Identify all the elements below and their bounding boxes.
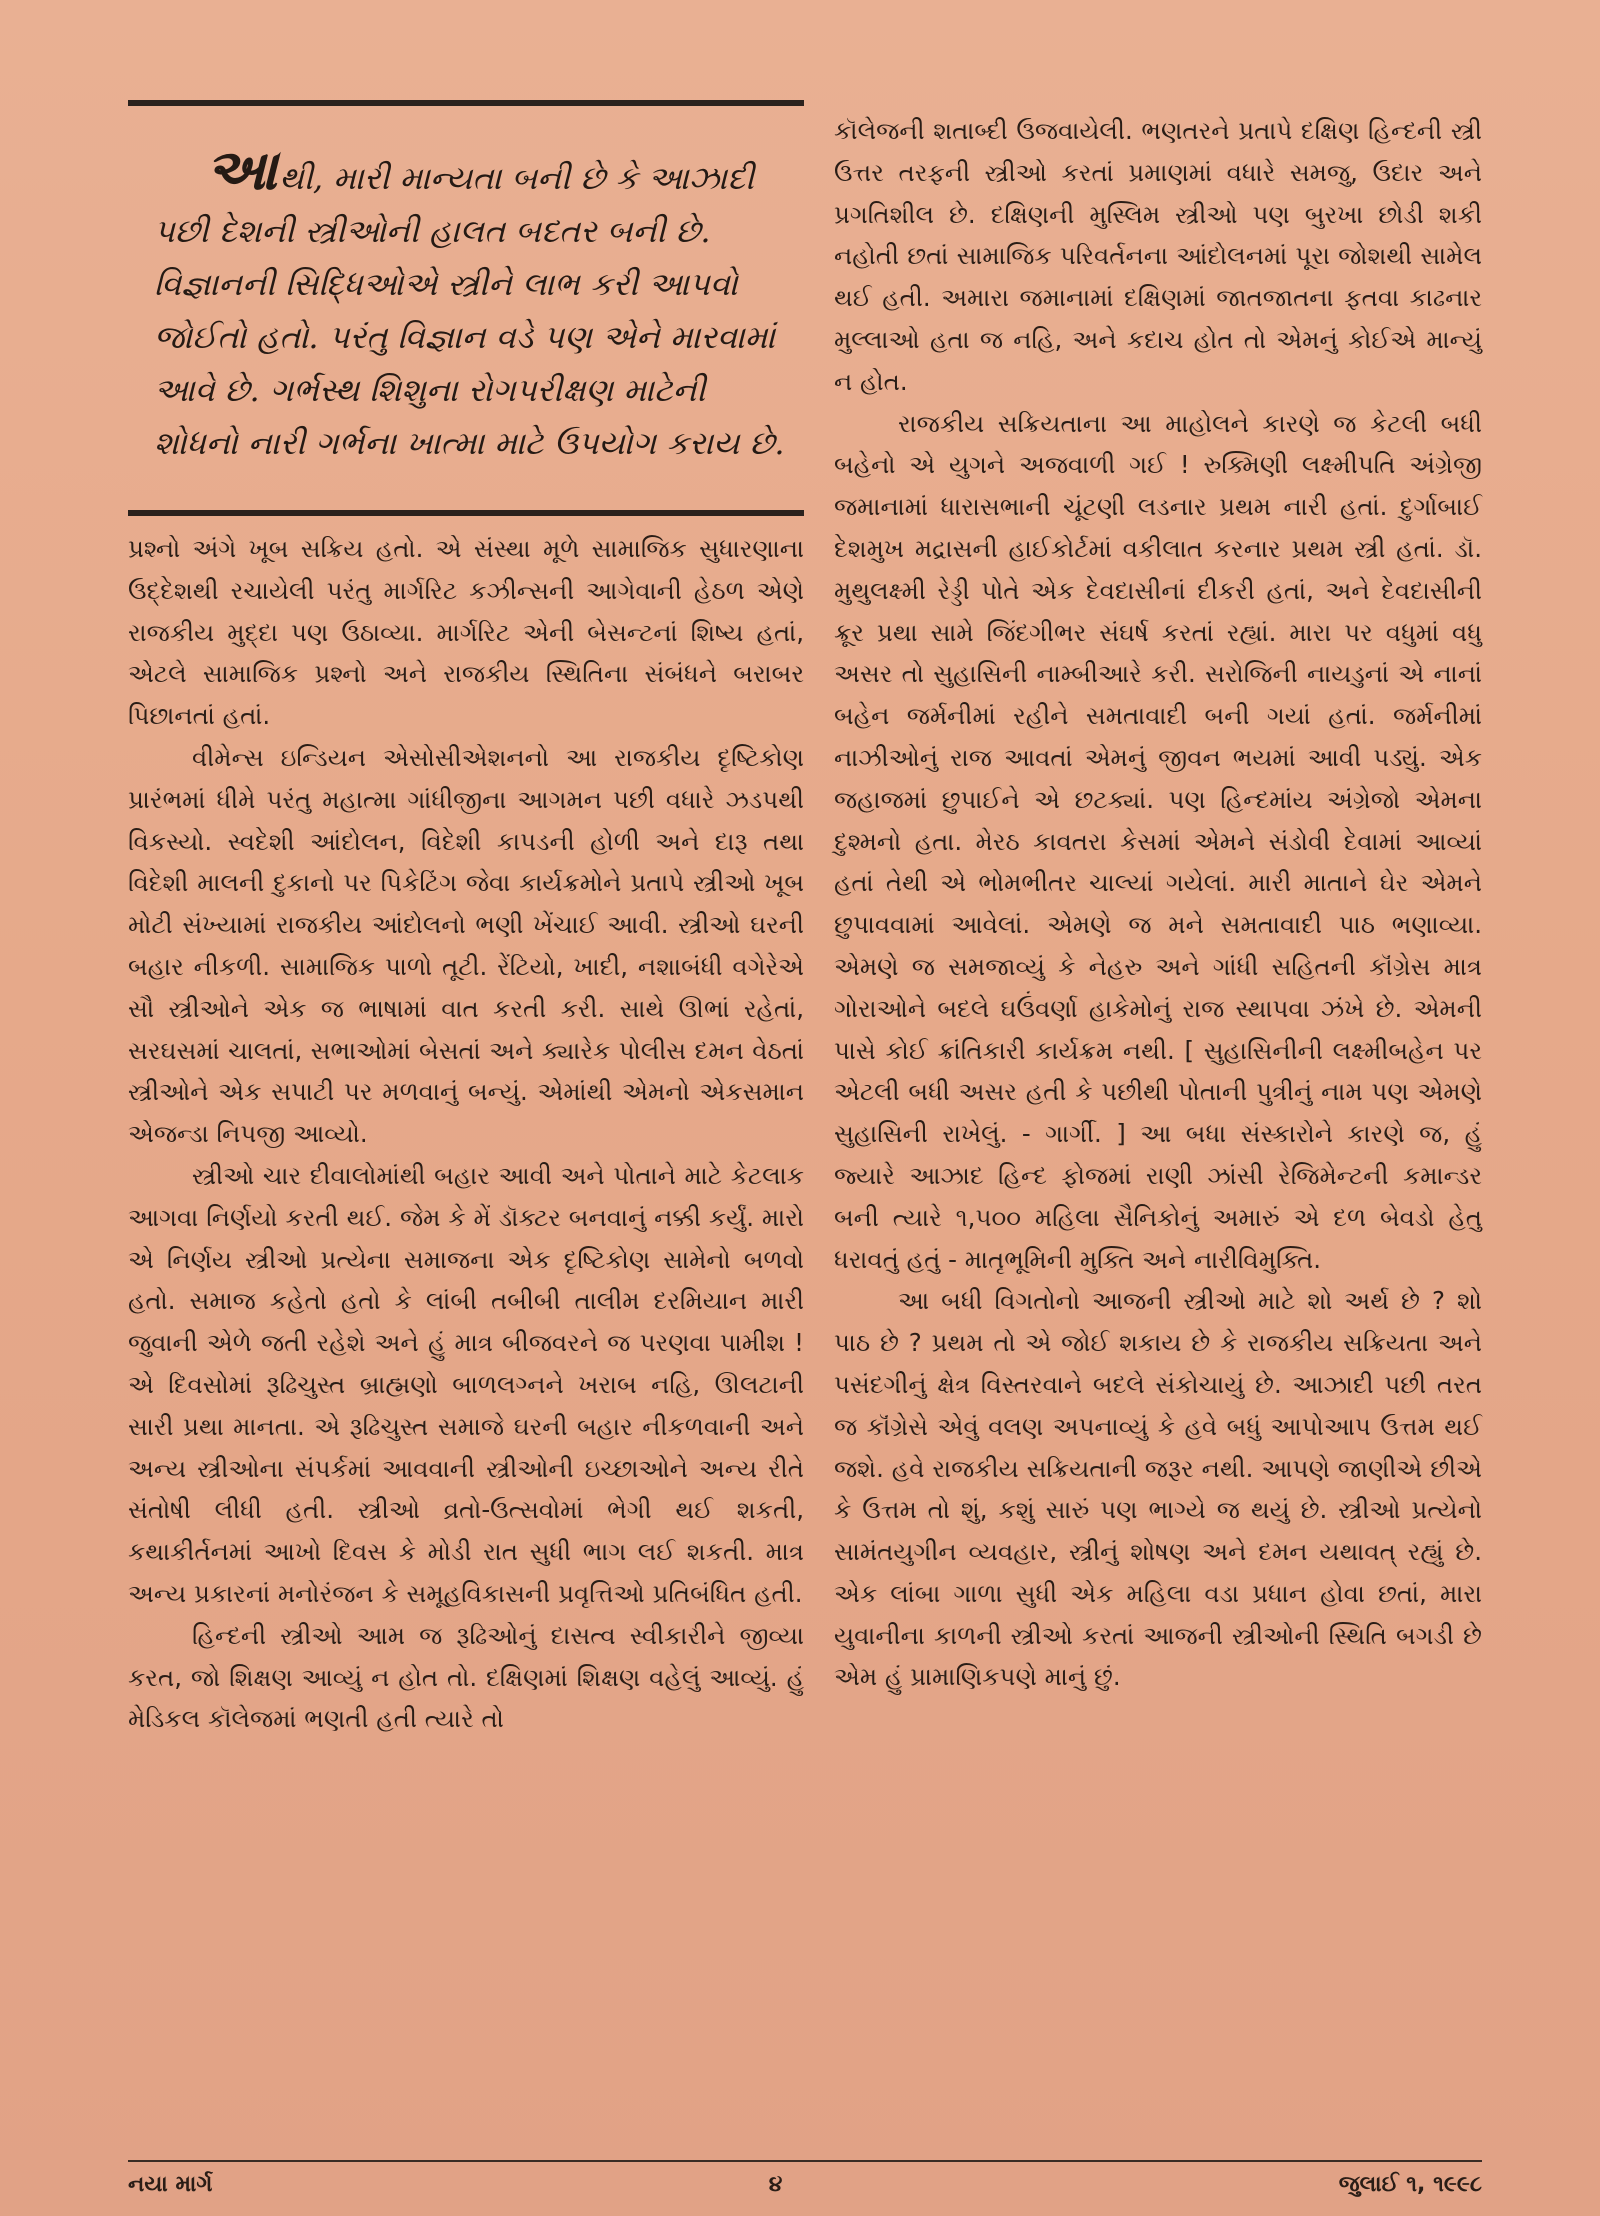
pullquote bbox=[128, 106, 804, 500]
left-paragraph-4: હિન્દની સ્ત્રીઓ આમ જ રૂઢિઓનું દાસત્વ સ્વીકારીને જીવ્યા કરત, જો શિક્ષણ આવ્યું ન હોત તો. દક્ષિણમાં શિક્ષણ વહેલું આવ્યું. હું મેડિકલ કૉલેજમાં ભણતી હતી ત્યારે તો bbox=[128, 1620, 804, 1734]
left-paragraph-3: સ્ત્રીઓ ચાર દીવાલોમાંથી બહાર આવી અને પોતાને માટે કેટલાક આગવા નિર્ણયો કરતી થઈ. જેમ કે મેં ડૉક્ટર બનવાનું નક્કી કર્યું. મારો એ નિર્ણય સ્ત્રીઓ પ્રત્યેના સમાજના એક દૃષ્ટિકોણ સામેનો બળવો હતો. સમાજ કહેતો હતો કે લાંબી તબીબી તાલીમ દરમિયાન મારી જુવાની એળે જતી રહેશે અને હું માત્ર બીજવરને જ પરણવા પામીશ ! એ દિવસોમાં રૂઢિચુસ્ત બ્રાહ્મણો બાળલગ્નને ખરાબ નહિ, ઊલટાની સારી પ્રથા માનતા. એ રૂઢિચુસ્ત સમાજે ઘરની બહાર નીકળવાની અને અન્ય સ્ત્રીઓના સંપર્કમાં આવવાની સ્ત્રીઓની ઇચ્છાઓને અન્ય રીતે સંતોષી લીધી હતી. સ્ત્રીઓ વ્રતો-ઉત્સવોમાં ભેગી થઈ શકતી, કથાકીર્તનમાં આખો દિવસ કે મોડી રાત સુધી ભાગ લઈ શકતી. માત્ર અન્ય પ્રકારનાં મનોરંજન કે સમૂહવિકાસની પ્રવૃત્તિઓ પ્રતિબંધિત હતી. bbox=[128, 1160, 804, 1608]
page-footer bbox=[128, 2160, 1482, 2197]
pullquote-text: થી, મારી માન્યતા બની છે કે આઝાદી પછી દેશની સ્ત્રીઓની હાલત બદતર બની છે. વિજ્ઞાનની સિદ્ધિઓએ સ્ત્રીને લાભ કરી આપવો જોઈતો હતો. પરંતુ વિજ્ઞાન વડે પણ એને મારવામાં આવે છે. ગર્ભસ્થ શિશુના રોગપરીક્ષણ માટેની શોધનો નારી ગર્ભના ખાત્મા માટે ઉપયોગ કરાય છે. bbox=[154, 159, 785, 462]
footer-page-number: ૪ bbox=[768, 2172, 783, 2197]
left-paragraph-1: પ્રશ્નો અંગે ખૂબ સક્રિય હતો. એ સંસ્થા મૂળે સામાજિક સુધારણાના ઉદ્દેશથી રચાયેલી પરંતુ માર્ગરિટ કઝીન્સની આગેવાની હેઠળ એણે રાજકીય મુદ્દા પણ ઉઠાવ્યા. માર્ગરિટ એની બેસન્ટનાં શિષ્ય હતાં, એટલે સામાજિક પ્રશ્નો અને રાજકીય સ્થિતિના સંબંધને બરાબર પિછાનતાં હતાં. bbox=[128, 534, 804, 731]
right-paragraph-3: આ બધી વિગતોનો આજની સ્ત્રીઓ માટે શો અર્થ છે ? શો પાઠ છે ? પ્રથમ તો એ જોઈ શકાય છે કે રાજકીય સક્રિયતા અને પસંદગીનું ક્ષેત્ર વિસ્તરવાને બદલે સંકોચાયું છે. આઝાદી પછી તરત જ કૉંગ્રેસે એવું વલણ અપનાવ્યું કે હવે બધું આપોઆપ ઉત્તમ થઈ જશે. હવે રાજકીય સક્રિયતાની જરૂર નથી. આપણે જાણીએ છીએ કે ઉત્તમ તો શું, કશું સારું પણ ભાગ્યે જ થયું છે. સ્ત્રીઓ પ્રત્યેનો સામંતયુગીન વ્યવહાર, સ્ત્રીનું શોષણ અને દમન યથાવત્ રહ્યું છે. એક લાંબા ગાળા સુધી એક મહિલા વડા પ્રધાન હોવા છતાં, મારા યુવાનીના કાળની સ્ત્રીઓ કરતાં આજની સ્ત્રીઓની સ્થિતિ બગડી છે એમ હું પ્રામાણિકપણે માનું છું. bbox=[834, 1286, 1482, 1692]
right-column bbox=[834, 110, 1482, 1698]
right-paragraph-2: રાજકીય સક્રિયતાના આ માહોલને કારણે જ કેટલી બધી બહેનો એ યુગને અજવાળી ગઈ ! રુક્મિણી લક્ષ્મીપતિ અંગ્રેજી જમાનામાં ધારાસભાની ચૂંટણી લડનાર પ્રથમ નારી હતાં. દુર્ગાબાઈ દેશમુખ મદ્રાસની હાઈકોર્ટમાં વકીલાત કરનાર પ્રથમ સ્ત્રી હતાં. ડૉ. મુથુલક્ષ્મી રેડ્ડી પોતે એક દેવદાસીનાં દીકરી હતાં, અને દેવદાસીની ક્રૂર પ્રથા સામે જિંદગીભર સંઘર્ષ કરતાં રહ્યાં. મારા પર વધુમાં વધુ અસર તો સુહાસિની નામ્બીઆરે કરી. સરોજિની નાયડુનાં એ નાનાં બહેન જર્મનીમાં રહીને સમતાવાદી બની ગયાં હતાં. જર્મનીમાં નાઝીઓનું રાજ આવતાં એમનું જીવન ભયમાં આવી પડ્યું. એક જહાજમાં છુપાઈને એ છટક્યાં. પણ હિન્દમાંય અંગ્રેજો એમના દુશ્મનો હતા. મેરઠ કાવતરા કેસમાં એમને સંડોવી દેવામાં આવ્યાં હતાં તેથી એ ભોમભીતર ચાલ્યાં ગયેલાં. મારી માતાને ઘેર એમને છુપાવવામાં આવેલાં. એમણે જ મને સમતાવાદી પાઠ ભણાવ્યા. એમણે જ સમજાવ્યું કે નેહરુ અને ગાંધી સહિતની કૉંગ્રેસ માત્ર ગોરાઓને બદલે ઘઉંવર્ણા હાકેમોનું રાજ સ્થાપવા ઝંખે છે. એમની પાસે કોઈ ક્રાંતિકારી કાર્યક્રમ નથી. [ સુહાસિનીની લક્ષ્મીબહેન પર એટલી બધી અસર હતી કે પછીથી પોતાની પુત્રીનું નામ પણ એમણે સુહાસિની રાખેલું. - ગાર્ગી. ] આ બધા સંસ્કારોને કારણે જ, હું જ્યારે આઝાદ હિન્દ ફોજમાં રાણી ઝાંસી રેજિમેન્ટની કમાન્ડર બની ત્યારે ૧,૫૦૦ મહિલા સૈનિકોનું અમારું એ દળ બેવડો હેતુ ધરાવતું હતું - માતૃભૂમિની મુક્તિ અને નારીવિમુક્તિ. bbox=[834, 408, 1482, 1274]
right-paragraph-1: કૉલેજની શતાબ્દી ઉજવાયેલી. ભણતરને પ્રતાપે દક્ષિણ હિન્દની સ્ત્રી ઉત્તર તરફની સ્ત્રીઓ કરતાં પ્રમાણમાં વધારે સમજુ, ઉદાર અને પ્રગતિશીલ છે. દક્ષિણની મુસ્લિમ સ્ત્રીઓ પણ બુરખા છોડી શકી નહોતી છતાં સામાજિક પરિવર્તનના આંદોલનમાં પૂરા જોશથી સામેલ થઈ હતી. અમારા જમાનામાં દક્ષિણમાં જાતજાતના ફતવા કાઢનાર મુલ્લાઓ હતા જ નહિ, અને કદાચ હોત તો એમનું કોઈએ માન્યું ન હોત. bbox=[834, 116, 1482, 396]
pullquote-dropcap: આ bbox=[206, 137, 278, 203]
left-paragraph-2: વીમેન્સ ઇન્ડિયન એસોસીએશનનો આ રાજકીય દૃષ્ટિકોણ પ્રારંભમાં ધીમે પરંતુ મહાત્મા ગાંધીજીના આગમન પછી વધારે ઝડપથી વિકસ્યો. સ્વદેશી આંદોલન, વિદેશી કાપડની હોળી અને દારૂ તથા વિદેશી માલની દુકાનો પર પિકેટિંગ જેવા કાર્યક્રમોને પ્રતાપે સ્ત્રીઓ ખૂબ મોટી સંખ્યામાં રાજકીય આંદોલનો ભણી ખેંચાઈ આવી. સ્ત્રીઓ ઘરની બહાર નીકળી. સામાજિક પાળો તૂટી. રેંટિયો, ખાદી, નશાબંધી વગેરેએ સૌ સ્ત્રીઓને એક જ ભાષામાં વાત કરતી કરી. સાથે ઊભાં રહેતાં, સરઘસમાં ચાલતાં, સભાઓમાં બેસતાં અને ક્યારેક પોલીસ દમન વેઠતાં સ્ત્રીઓને એક સપાટી પર મળવાનું બન્યું. એમાંથી એમનો એકસમાન એજન્ડા નિપજી આવ્યો. bbox=[128, 742, 804, 1149]
pullquote-bottom-rule bbox=[128, 510, 804, 516]
footer-publication: નયા માર્ગ bbox=[128, 2172, 213, 2197]
footer-date: જુલાઈ ૧, ૧૯૯૮ bbox=[1338, 2172, 1482, 2197]
left-column bbox=[128, 100, 804, 1740]
